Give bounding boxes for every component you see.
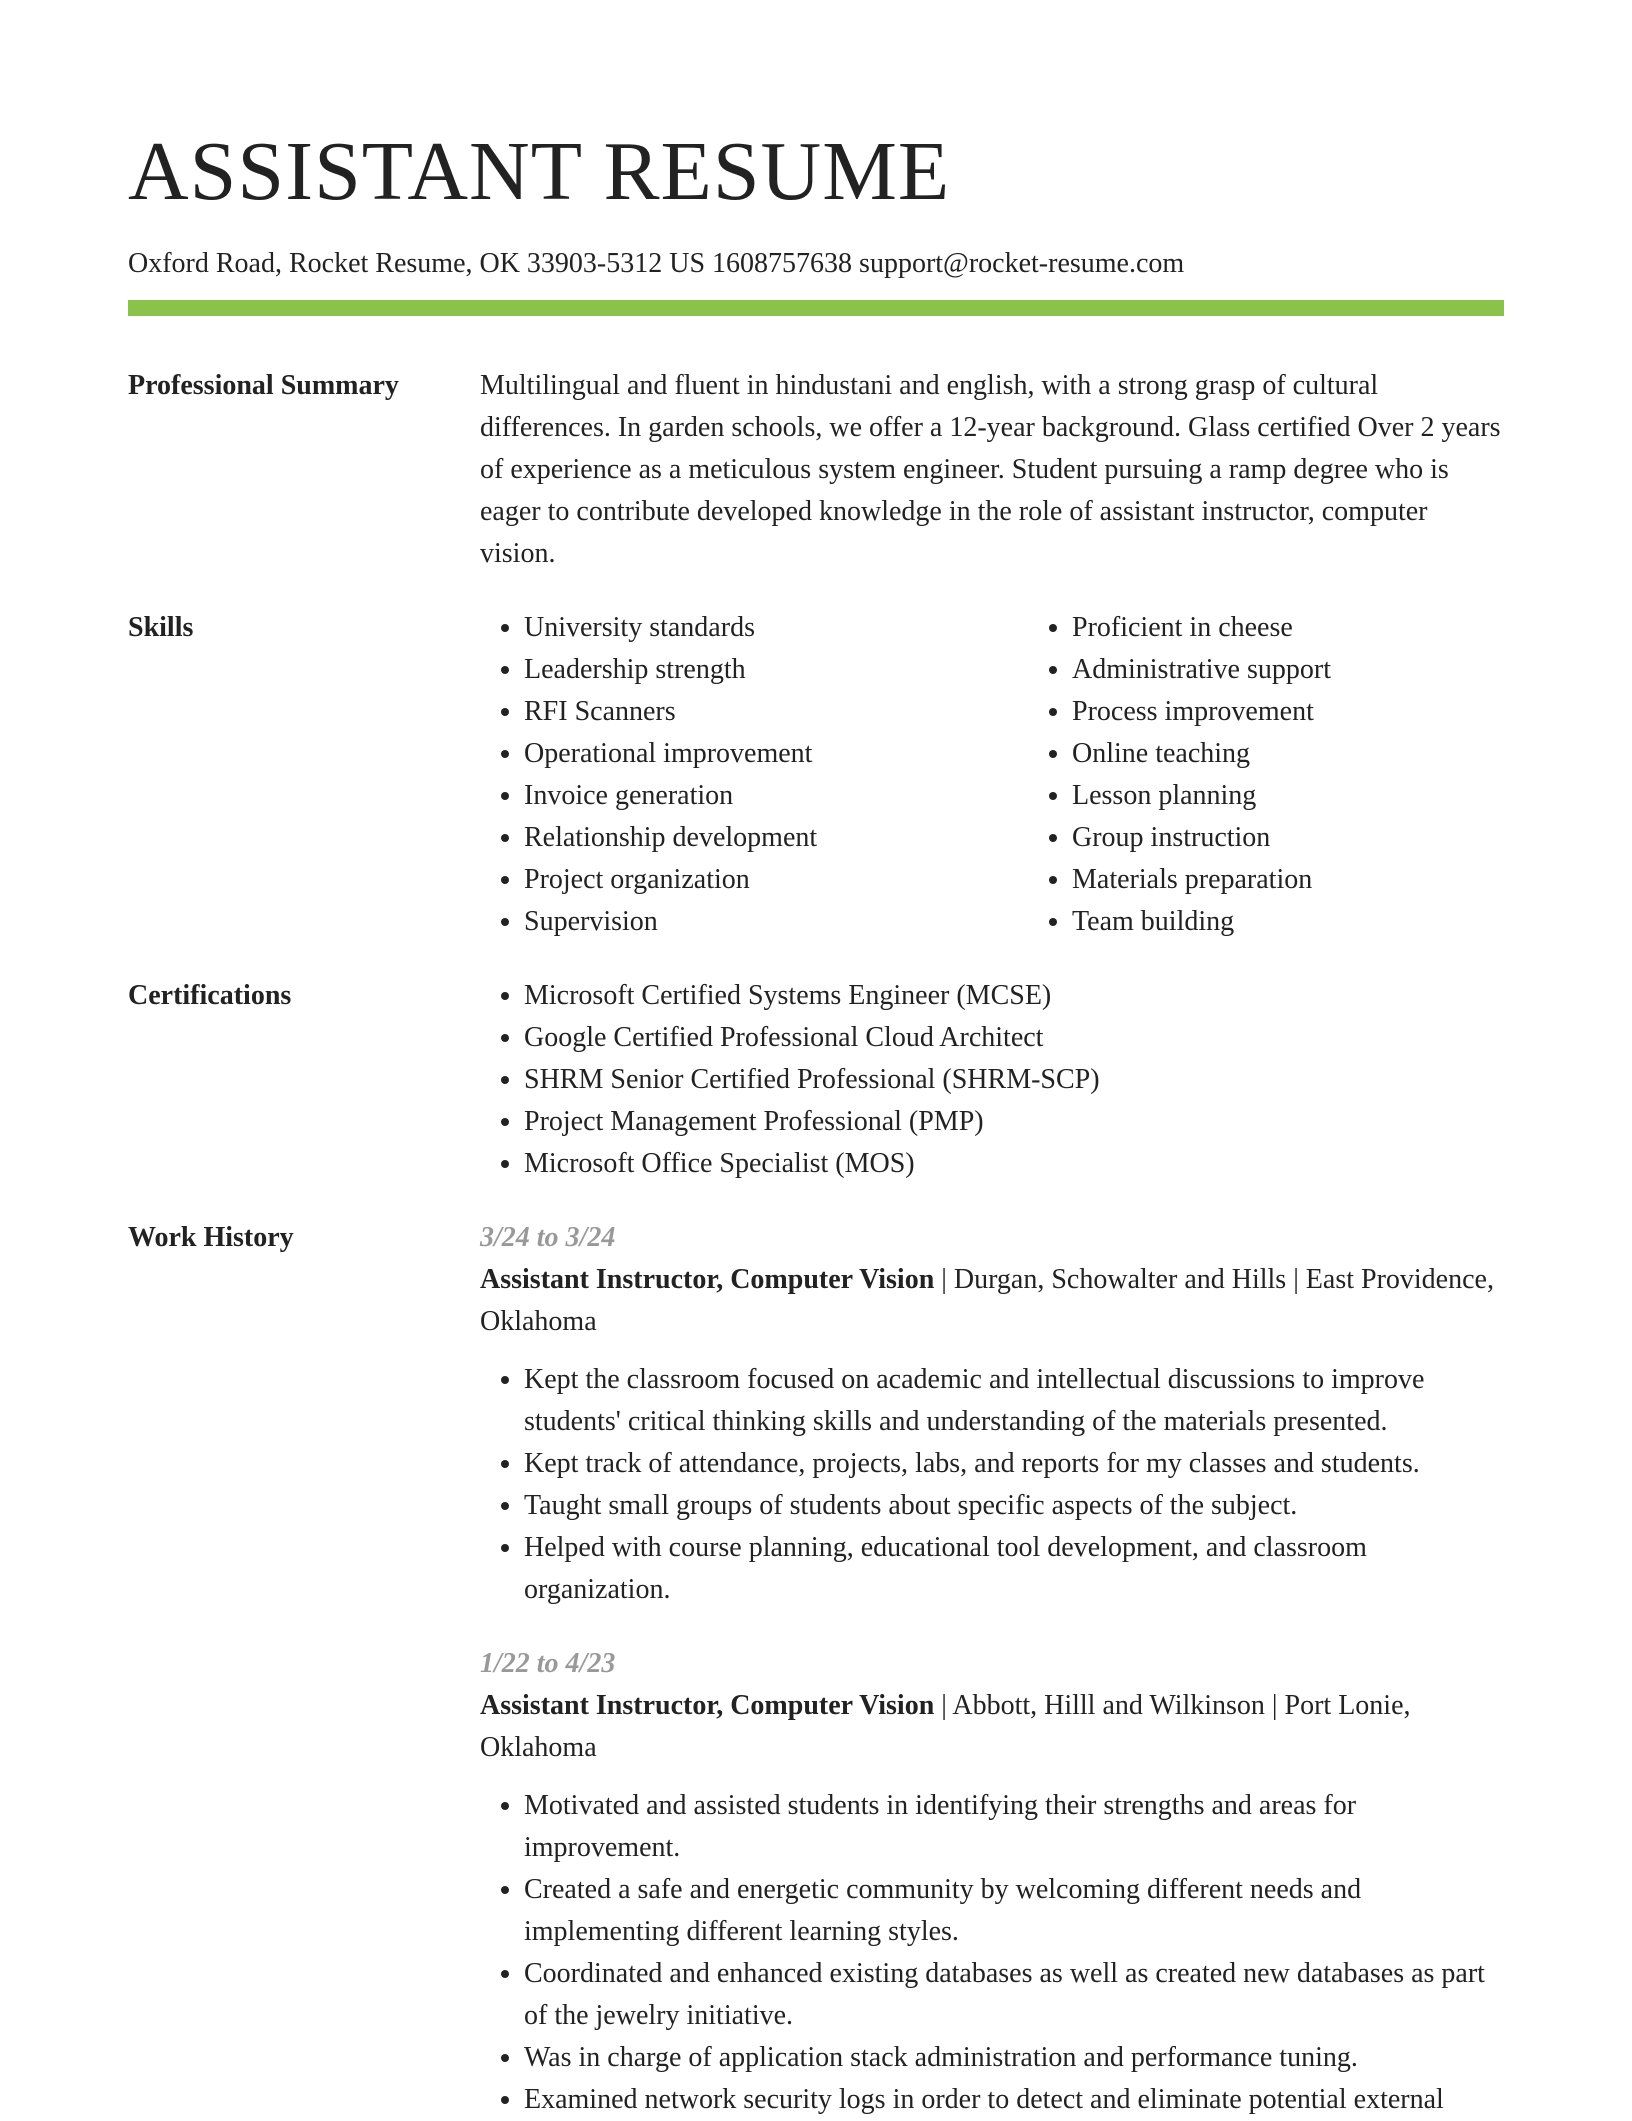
skill-item: • RFI Scanners xyxy=(524,691,1028,733)
skill-item: • Online teaching xyxy=(1072,733,1576,775)
certification-item: • Microsoft Office Specialist (MOS) xyxy=(524,1143,1504,1185)
skill-item: • Proficient in cheese xyxy=(1072,607,1576,649)
skill-item: • Team building xyxy=(1072,901,1576,943)
skill-item: • University standards xyxy=(524,607,1028,649)
job-entry xyxy=(480,1217,1504,1611)
section-heading-skills: Skills xyxy=(128,612,194,643)
skill-item: • Project organization xyxy=(524,859,1028,901)
job-date: 1/22 to 4/23 xyxy=(480,1648,616,1679)
section-heading-certifications: Certifications xyxy=(128,980,292,1011)
skills-section xyxy=(128,607,1504,943)
certification-item: • Project Management Professional (PMP) xyxy=(524,1101,1504,1143)
certifications-body xyxy=(480,975,1504,1185)
job-entry xyxy=(480,1643,1504,2121)
job-bullet: • Created a safe and energetic community by welcoming different needs and implementing different learning styles. xyxy=(524,1869,1504,1953)
skill-item: • Leadership strength xyxy=(524,649,1028,691)
job-bullet: • Taught small groups of students about specific aspects of the subject. xyxy=(524,1485,1504,1527)
certification-item: • SHRM Senior Certified Professional (SHRM-SCP) xyxy=(524,1059,1504,1101)
certification-item: • Microsoft Certified Systems Engineer (MCSE) xyxy=(524,975,1504,1017)
work-history-body xyxy=(480,1217,1504,2121)
work-history-section xyxy=(128,1217,1504,2121)
job-title: Assistant Instructor, Computer Vision xyxy=(480,1690,935,1721)
job-bullets xyxy=(480,1359,1504,1611)
skill-item: • Lesson planning xyxy=(1072,775,1576,817)
job-bullet: • Was in charge of application stack administration and performance tuning. xyxy=(524,2037,1504,2079)
job-title-line xyxy=(480,1259,1504,1343)
skill-item: • Invoice generation xyxy=(524,775,1028,817)
skill-item: • Administrative support xyxy=(1072,649,1576,691)
job-bullet: • Kept track of attendance, projects, labs, and reports for my classes and students. xyxy=(524,1443,1504,1485)
skill-item: • Relationship development xyxy=(524,817,1028,859)
certifications-section xyxy=(128,975,1504,1185)
job-bullet: • Motivated and assisted students in identifying their strengths and areas for improvement. xyxy=(524,1785,1504,1869)
skill-item: • Materials preparation xyxy=(1072,859,1576,901)
job-bullets xyxy=(480,1785,1504,2121)
skill-item: • Group instruction xyxy=(1072,817,1576,859)
section-heading-summary: Professional Summary xyxy=(128,370,399,401)
job-title-line xyxy=(480,1685,1504,1769)
skill-item: • Supervision xyxy=(524,901,1028,943)
job-bullet: • Helped with course planning, educational tool development, and classroom organization. xyxy=(524,1527,1504,1611)
job-bullet: • Kept the classroom focused on academic and intellectual discussions to improve students' critical thinking skills and understanding of the materials presented. xyxy=(524,1359,1504,1443)
contact-line: Oxford Road, Rocket Resume, OK 33903-5312 US 1608757638 support@rocket-resume.com xyxy=(128,248,1185,279)
resume-name: ASSISTANT RESUME xyxy=(128,125,951,218)
skills-list-right xyxy=(1028,607,1576,943)
summary-section xyxy=(128,365,1504,575)
certification-item: • Google Certified Professional Cloud Architect xyxy=(524,1017,1504,1059)
skills-columns xyxy=(480,607,1576,943)
summary-body xyxy=(480,365,1504,575)
job-date: 3/24 to 3/24 xyxy=(480,1222,616,1253)
skill-item: • Operational improvement xyxy=(524,733,1028,775)
summary-text: Multilingual and fluent in hindustani and english, with a strong grasp of cultural differences. In garden schools, we offer a 12-year background. Glass certified Over 2 years of experience as a meticulous system engineer. Student pursuing a ramp degree who is eager to contribute developed knowledge in the role of assistant instructor, computer vision. xyxy=(480,370,1501,569)
job-details: | Durgan, Schowalter and Hills | East Providence, Oklahoma xyxy=(480,1264,1494,1337)
skill-item: • Process improvement xyxy=(1072,691,1576,733)
job-bullet: • Coordinated and enhanced existing databases as well as created new databases as part of the jewelry initiative. xyxy=(524,1953,1504,2037)
certifications-list xyxy=(480,975,1504,1185)
job-bullet: • Examined network security logs in order to detect and eliminate potential external xyxy=(524,2079,1504,2121)
skills-list-left xyxy=(480,607,1028,943)
section-heading-work-history: Work History xyxy=(128,1222,294,1253)
job-details: | Abbott, Hilll and Wilkinson | Port Lonie, Oklahoma xyxy=(480,1690,1411,1763)
job-title: Assistant Instructor, Computer Vision xyxy=(480,1264,935,1295)
header-accent-rule xyxy=(128,300,1504,316)
resume-page xyxy=(128,0,1504,2121)
